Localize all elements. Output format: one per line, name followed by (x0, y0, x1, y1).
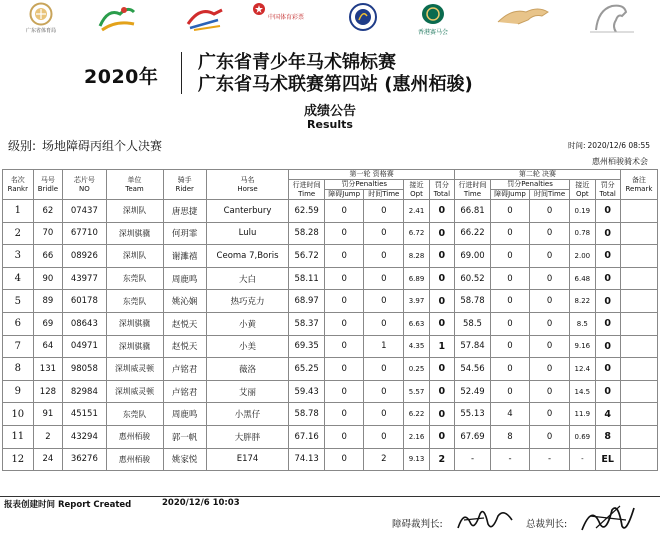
cell-rank: 2 (3, 222, 34, 245)
table-row (3, 312, 658, 335)
cell-t2: - (455, 448, 491, 471)
jockey-club-logo (418, 2, 448, 36)
col-r1-opt: 接近 Opt (404, 180, 429, 200)
cell-t2: 58.5 (455, 312, 491, 335)
cell-t1: 74.13 (289, 448, 325, 471)
table-row (3, 380, 658, 403)
cell-horse: Lulu (206, 222, 288, 245)
table-row (3, 335, 658, 358)
col-rank: 名次 Rankr (3, 170, 34, 200)
cell-s2: 0 (595, 335, 620, 358)
jockey-club-caption: 香港赛马会 (418, 29, 449, 36)
cell-p2: 0 (530, 267, 570, 290)
cell-t1: 59.43 (289, 380, 325, 403)
results-title-cn: 成绩公告 (303, 104, 356, 119)
cell-remark (620, 267, 657, 290)
cell-remark (620, 335, 657, 358)
table-row (3, 290, 658, 313)
cell-j2: 0 (490, 267, 529, 290)
cell-chip: 45151 (63, 403, 106, 426)
cell-rider: 郭一帆 (163, 425, 206, 448)
cell-remark (620, 312, 657, 335)
cell-o2: 0.78 (570, 222, 595, 245)
title-divider (181, 52, 182, 94)
cell-horse: Ceoma 7,Boris (206, 245, 288, 268)
cell-j1: 0 (325, 290, 364, 313)
cell-rider: 周鹿鸣 (163, 403, 206, 426)
cell-rank: 9 (3, 380, 34, 403)
cell-s1: 0 (429, 222, 454, 245)
cell-rider: 卢铭君 (163, 358, 206, 381)
cell-remark (620, 245, 657, 268)
cell-horse: 艾丽 (206, 380, 288, 403)
cell-p1: 2 (364, 448, 404, 471)
sports-lottery-caption: 中国体育彩票 (268, 14, 305, 21)
cell-bridle: 89 (33, 290, 63, 313)
cell-s2: 0 (595, 358, 620, 381)
cell-remark (620, 358, 657, 381)
col-r2-time: 行进时间 Time (455, 180, 491, 200)
cell-s2: EL (595, 448, 620, 471)
cell-rider: 姚家悦 (163, 448, 206, 471)
round-2-header: 第二轮 决赛 (455, 170, 621, 180)
cell-p1: 0 (364, 290, 404, 313)
cell-remark (620, 290, 657, 313)
col-r1-ptime: 时间Time (364, 190, 404, 200)
cell-o2: 0.19 (570, 200, 595, 223)
col-r1-jump: 障碍Jump (325, 190, 364, 200)
cell-p1: 0 (364, 267, 404, 290)
course-judge-label: 障碍裁判长: (392, 519, 443, 530)
cell-j2: 8 (490, 425, 529, 448)
report-time-label: 时间: (568, 141, 586, 150)
col-r2-penalties: 罚分Penalties (490, 180, 569, 190)
cell-s2: 0 (595, 290, 620, 313)
report-time (566, 140, 650, 151)
cell-t1: 58.78 (289, 403, 325, 426)
cell-s1: 0 (429, 312, 454, 335)
cell-chip: 98058 (63, 358, 106, 381)
cell-o1: 2.16 (404, 425, 429, 448)
cell-team: 东莞队 (106, 403, 163, 426)
cell-remark (620, 425, 657, 448)
cell-t2: 58.78 (455, 290, 491, 313)
cell-bridle: 91 (33, 403, 63, 426)
jumping-horse-icon (184, 2, 226, 34)
cell-t1: 62.59 (289, 200, 325, 223)
cell-bridle: 90 (33, 267, 63, 290)
cell-p1: 0 (364, 312, 404, 335)
table-row (3, 403, 658, 426)
report-created-label: 报表创建时间 Report Created (4, 500, 132, 510)
table-row (3, 358, 658, 381)
cell-rank: 7 (3, 335, 34, 358)
cell-j2: 4 (490, 403, 529, 426)
cell-p2: 0 (530, 335, 570, 358)
cell-o1: 2.41 (404, 200, 429, 223)
cell-team: 惠州栢骏 (106, 425, 163, 448)
cell-t2: 66.22 (455, 222, 491, 245)
cell-o1: 6.72 (404, 222, 429, 245)
cell-s1: 0 (429, 290, 454, 313)
cell-s1: 0 (429, 267, 454, 290)
cell-p2: 0 (530, 425, 570, 448)
cell-j1: 0 (325, 245, 364, 268)
cell-rider: 卢铭君 (163, 380, 206, 403)
cell-j1: 0 (325, 222, 364, 245)
cell-s1: 0 (429, 245, 454, 268)
col-r1-time: 行进时间 Time (289, 180, 325, 200)
cell-j2: 0 (490, 380, 529, 403)
cell-horse: 热巧克力 (206, 290, 288, 313)
cell-chip: 43977 (63, 267, 106, 290)
cell-horse: 小美 (206, 335, 288, 358)
cell-o2: 9.16 (570, 335, 595, 358)
cell-p2: 0 (530, 380, 570, 403)
cell-j2: 0 (490, 222, 529, 245)
cell-o2: 14.5 (570, 380, 595, 403)
table-row (3, 425, 658, 448)
cell-rank: 11 (3, 425, 34, 448)
cell-bridle: 69 (33, 312, 63, 335)
cell-t2: 55.13 (455, 403, 491, 426)
running-horse-icon (494, 2, 554, 30)
report-created-value: 2020/12/6 10:03 (162, 498, 240, 508)
cell-chip: 07437 (63, 200, 106, 223)
cell-p1: 0 (364, 358, 404, 381)
cell-bridle: 2 (33, 425, 63, 448)
cell-team: 惠州栢骏 (106, 448, 163, 471)
sponsor-logos (0, 2, 660, 42)
cell-bridle: 62 (33, 200, 63, 223)
cell-rider: 何玥霏 (163, 222, 206, 245)
cell-o1: 6.89 (404, 267, 429, 290)
cell-s1: 0 (429, 425, 454, 448)
col-r2-ptime: 时间Time (530, 190, 570, 200)
horse-rider-icon (94, 2, 140, 34)
jockey-club-emblem-icon (420, 2, 446, 26)
cell-chip: 08643 (63, 312, 106, 335)
cell-rider: 赵悦天 (163, 312, 206, 335)
cell-remark (620, 200, 657, 223)
cell-t2: 69.00 (455, 245, 491, 268)
footer-divider (0, 496, 660, 497)
cell-o2: 6.48 (570, 267, 595, 290)
cell-j2: 0 (490, 312, 529, 335)
table-row (3, 200, 658, 223)
header-row-rounds (3, 170, 658, 180)
cell-p1: 0 (364, 222, 404, 245)
cell-o1: 4.35 (404, 335, 429, 358)
cell-bridle: 64 (33, 335, 63, 358)
cell-t1: 67.16 (289, 425, 325, 448)
cell-horse: E174 (206, 448, 288, 471)
cell-p1: 0 (364, 200, 404, 223)
cell-j2: 0 (490, 245, 529, 268)
cell-rank: 4 (3, 267, 34, 290)
cell-o2: - (570, 448, 595, 471)
cell-chip: 36276 (63, 448, 106, 471)
cell-rider: 唐思捷 (163, 200, 206, 223)
cell-j2: 0 (490, 200, 529, 223)
cell-bridle: 66 (33, 245, 63, 268)
cell-t1: 68.97 (289, 290, 325, 313)
col-r2-total: 罚分 Total (595, 180, 620, 200)
cell-rank: 12 (3, 448, 34, 471)
cell-t1: 58.11 (289, 267, 325, 290)
cell-chip: 43294 (63, 425, 106, 448)
class-level-value: 场地障碍丙组个人决赛 (42, 139, 163, 153)
equestrian-association-logo (94, 2, 140, 34)
cell-s1: 0 (429, 403, 454, 426)
cell-j1: 0 (325, 403, 364, 426)
cell-chip: 08926 (63, 245, 106, 268)
cell-t2: 57.84 (455, 335, 491, 358)
cell-rank: 1 (3, 200, 34, 223)
cell-p2: - (530, 448, 570, 471)
cell-s1: 1 (429, 335, 454, 358)
cell-bridle: 131 (33, 358, 63, 381)
lottery-star-icon (252, 2, 266, 16)
cell-s2: 0 (595, 267, 620, 290)
organizer: 惠州栢骏骑术会 (592, 157, 648, 166)
cell-s1: 2 (429, 448, 454, 471)
cell-s2: 0 (595, 222, 620, 245)
cell-o2: 8.22 (570, 290, 595, 313)
cell-p1: 0 (364, 380, 404, 403)
cell-j1: 0 (325, 267, 364, 290)
cell-rank: 6 (3, 312, 34, 335)
sports-lottery-text (268, 11, 304, 21)
cell-j1: 0 (325, 312, 364, 335)
col-r1-penalties: 罚分Penalties (325, 180, 404, 190)
table-row (3, 222, 658, 245)
cell-s2: 8 (595, 425, 620, 448)
cell-chip: 82984 (63, 380, 106, 403)
cell-s2: 0 (595, 200, 620, 223)
cell-t1: 58.37 (289, 312, 325, 335)
cell-j1: 0 (325, 448, 364, 471)
col-chip: 芯片号 NO (63, 170, 106, 200)
cell-s2: 0 (595, 312, 620, 335)
col-horse: 马名 Horse (206, 170, 288, 200)
cell-rank: 10 (3, 403, 34, 426)
cell-o1: 6.63 (404, 312, 429, 335)
cell-o1: 6.22 (404, 403, 429, 426)
col-team: 单位 Team (106, 170, 163, 200)
cell-team: 深圳队 (106, 245, 163, 268)
cell-t1: 69.35 (289, 335, 325, 358)
cell-t2: 52.49 (455, 380, 491, 403)
title-year: 2020年 (84, 66, 159, 88)
chief-judge-label: 总裁判长: (526, 519, 568, 530)
cell-j2: 0 (490, 358, 529, 381)
cell-j2: - (490, 448, 529, 471)
class-level-label: 级别: (8, 139, 37, 153)
course-judge-signature (454, 502, 518, 536)
club-horse-logo (494, 2, 554, 30)
cell-o1: 3.97 (404, 290, 429, 313)
cell-team: 深圳骐骥 (106, 312, 163, 335)
cell-j2: 0 (490, 335, 529, 358)
cell-p2: 0 (530, 312, 570, 335)
cell-j1: 0 (325, 200, 364, 223)
cell-p2: 0 (530, 358, 570, 381)
results-title-en: Results (307, 118, 353, 131)
cell-j1: 0 (325, 380, 364, 403)
table-row (3, 245, 658, 268)
cell-rider: 赵悦天 (163, 335, 206, 358)
cell-o2: 2.00 (570, 245, 595, 268)
cell-j2: 0 (490, 290, 529, 313)
cell-remark (620, 448, 657, 471)
sports-bureau-logo (26, 2, 56, 34)
cell-o2: 8.5 (570, 312, 595, 335)
cell-horse: 小黑仔 (206, 403, 288, 426)
sports-bureau-caption: 广东省体育局 (26, 28, 57, 34)
cell-s2: 0 (595, 245, 620, 268)
cell-t1: 56.72 (289, 245, 325, 268)
cell-p2: 0 (530, 403, 570, 426)
cell-s2: 4 (595, 403, 620, 426)
cell-j1: 0 (325, 335, 364, 358)
cell-team: 深圳队 (106, 200, 163, 223)
report-time-value: 2020/12/6 08:55 (587, 141, 650, 150)
cell-team: 东莞队 (106, 267, 163, 290)
cell-p2: 0 (530, 222, 570, 245)
cell-rank: 8 (3, 358, 34, 381)
table-row (3, 267, 658, 290)
cell-p1: 0 (364, 245, 404, 268)
cell-p2: 0 (530, 290, 570, 313)
cell-chip: 60178 (63, 290, 106, 313)
cell-o2: 12.4 (570, 358, 595, 381)
horse-head-icon (582, 2, 640, 34)
cell-t2: 60.52 (455, 267, 491, 290)
cell-j1: 0 (325, 425, 364, 448)
cell-bridle: 70 (33, 222, 63, 245)
class-level (8, 137, 168, 154)
cell-horse: 薇洛 (206, 358, 288, 381)
chief-judge-signature (576, 500, 640, 538)
cell-chip: 04971 (63, 335, 106, 358)
cell-team: 深圳骐骥 (106, 222, 163, 245)
cell-team: 深圳威灵顿 (106, 380, 163, 403)
cell-s1: 0 (429, 358, 454, 381)
seal-emblem-icon (348, 2, 378, 32)
sports-bureau-emblem-icon (28, 2, 54, 26)
cell-t1: 58.28 (289, 222, 325, 245)
table-row (3, 448, 658, 471)
cell-horse: 大胖胖 (206, 425, 288, 448)
cell-p1: 1 (364, 335, 404, 358)
cell-p1: 0 (364, 403, 404, 426)
cell-p2: 0 (530, 245, 570, 268)
horse-head-logo (582, 2, 640, 34)
cell-t1: 65.25 (289, 358, 325, 381)
cell-t2: 54.56 (455, 358, 491, 381)
cell-s1: 0 (429, 380, 454, 403)
cell-remark (620, 403, 657, 426)
sports-lottery-logo (252, 2, 266, 16)
cell-bridle: 24 (33, 448, 63, 471)
cell-p1: 0 (364, 425, 404, 448)
cell-o2: 0.69 (570, 425, 595, 448)
cell-s1: 0 (429, 200, 454, 223)
cell-chip: 67710 (63, 222, 106, 245)
title-line-2: 广东省马术联赛第四站 (惠州栢骏) (198, 74, 473, 95)
cell-rank: 3 (3, 245, 34, 268)
cell-rider: 周鹿鸣 (163, 267, 206, 290)
cell-remark (620, 222, 657, 245)
results-body (3, 200, 658, 471)
col-r1-total: 罚分 Total (429, 180, 454, 200)
cell-horse: Canterbury (206, 200, 288, 223)
cell-o1: 5.57 (404, 380, 429, 403)
cell-j1: 0 (325, 358, 364, 381)
association-seal-logo (348, 2, 378, 32)
cell-bridle: 128 (33, 380, 63, 403)
cell-remark (620, 380, 657, 403)
cell-team: 深圳威灵顿 (106, 358, 163, 381)
cell-horse: 小黄 (206, 312, 288, 335)
cell-o1: 0.25 (404, 358, 429, 381)
cell-rank: 5 (3, 290, 34, 313)
cell-horse: 大白 (206, 267, 288, 290)
cell-o1: 9.13 (404, 448, 429, 471)
cell-t2: 66.81 (455, 200, 491, 223)
col-remark: 备注 Remark (620, 170, 657, 200)
cell-team: 深圳骐骥 (106, 335, 163, 358)
cell-rider: 姚沁娴 (163, 290, 206, 313)
cell-o2: 11.9 (570, 403, 595, 426)
col-r2-jump: 障碍Jump (490, 190, 529, 200)
col-r2-opt: 接近 Opt (570, 180, 595, 200)
results-table (2, 169, 658, 471)
cell-team: 东莞队 (106, 290, 163, 313)
col-rider: 骑手 Rider (163, 170, 206, 200)
cell-t2: 67.69 (455, 425, 491, 448)
round-1-header: 第一轮 资格赛 (289, 170, 455, 180)
equestrian-league-logo (184, 2, 226, 34)
cell-p2: 0 (530, 200, 570, 223)
cell-rider: 谢濉禧 (163, 245, 206, 268)
col-bridle: 马号 Bridle (33, 170, 63, 200)
cell-o1: 8.28 (404, 245, 429, 268)
cell-s2: 0 (595, 380, 620, 403)
title-line-1: 广东省青少年马术锦标赛 (198, 52, 396, 73)
